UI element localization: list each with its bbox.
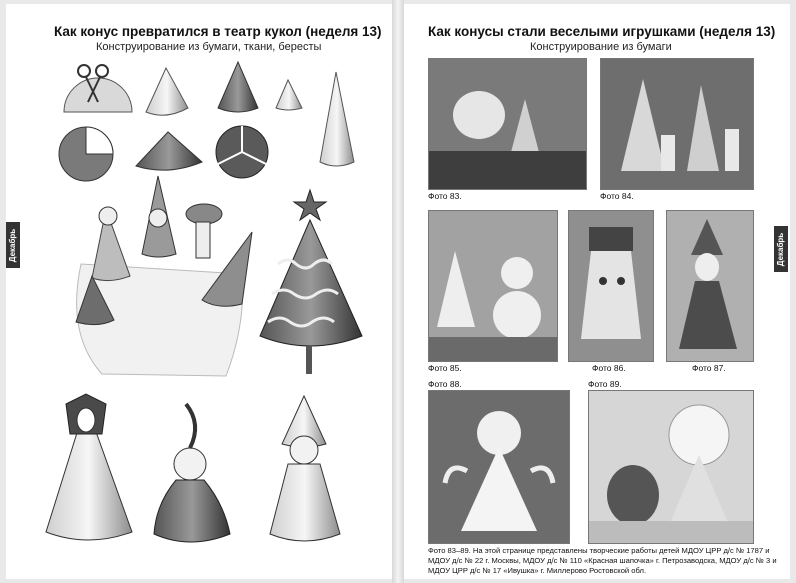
photo-89-caption: Фото 89. [588,379,622,389]
photo-83-caption: Фото 83. [428,191,462,201]
right-month-tab: Декабрь [774,226,788,272]
photo-84-caption: Фото 84. [600,191,634,201]
right-page-title: Как конусы стали веселыми игрушками (неделя 13) [428,24,776,39]
photo-credits-footnote: Фото 83–89. На этой странице представлены творческие работы детей МДОУ ЦРР д/с № 1787 и МДОУ д/с № 22 г. Москвы, МДОУ д/с № 110 «Красная шапочка» г. Петрозаводска, МДОУ д/с № 3 и МДОУ ЦРР д/с № 17 «Ивушка» г. Миллерово Ростовской обл. [428,546,777,575]
photo-85 [428,210,558,362]
photo-87 [666,210,754,362]
left-page-title: Как конус превратился в театр кукол (неделя 13) [54,24,382,39]
finger-puppets-illustration [76,176,252,376]
paper-doll-figures [46,394,340,542]
photo-83 [428,58,587,190]
left-page [6,4,392,579]
photo-88-caption: Фото 88. [428,379,462,389]
photo-84 [600,58,754,190]
right-page-subtitle: Конструирование из бумаги [530,41,672,53]
left-page-subtitle: Конструирование из бумаги, ткани, бересты [96,41,322,53]
photo-87-caption: Фото 87. [692,363,726,373]
christmas-tree-illustration [260,190,362,374]
photo-86-caption: Фото 86. [592,363,626,373]
photo-86 [568,210,654,362]
right-page [404,4,790,579]
cone-construction-illustrations [6,4,392,579]
left-month-tab: Декабрь [6,222,20,268]
photo-85-caption: Фото 85. [428,363,462,373]
photo-89 [588,390,754,544]
scissors-icon [64,65,132,112]
book-gutter [392,0,404,583]
photo-88 [428,390,570,544]
